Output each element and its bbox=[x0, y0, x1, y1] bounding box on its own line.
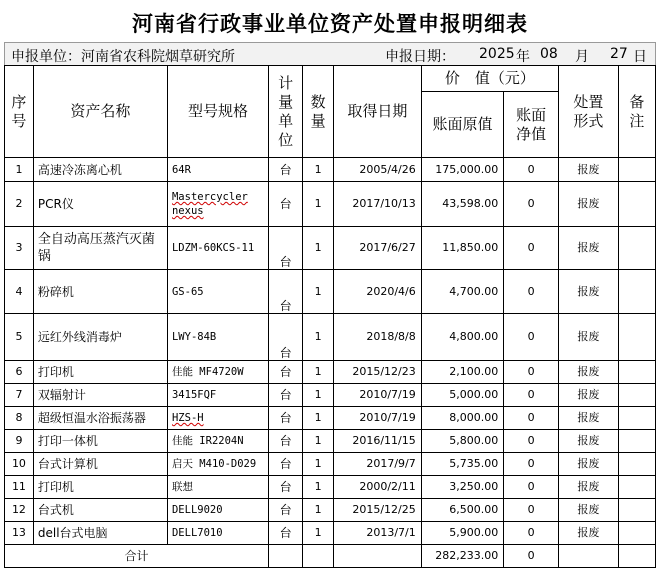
cell-disposal: 报废 bbox=[558, 361, 618, 384]
total-original: 282,233.00 bbox=[421, 545, 504, 568]
cell-qty: 1 bbox=[303, 453, 334, 476]
cell-seq: 8 bbox=[5, 407, 34, 430]
cell-qty: 1 bbox=[303, 476, 334, 499]
table-row bbox=[5, 361, 656, 384]
cell-disposal: 报废 bbox=[558, 158, 618, 182]
report-month: 08 bbox=[540, 46, 558, 62]
cell-model: 3415FQF bbox=[167, 384, 268, 407]
cell-unit: 台 bbox=[269, 361, 303, 384]
page-title: 河南省行政事业单位资产处置申报明细表 bbox=[132, 11, 528, 36]
cell-net: 0 bbox=[504, 499, 559, 522]
table-row bbox=[5, 314, 656, 361]
cell-qty: 1 bbox=[303, 314, 334, 361]
cell-seq: 10 bbox=[5, 453, 34, 476]
table-row bbox=[5, 499, 656, 522]
cell-remark bbox=[618, 384, 655, 407]
cell-original: 4,700.00 bbox=[421, 270, 504, 314]
total-label: 合计 bbox=[5, 545, 269, 568]
header-remark: 备注 bbox=[618, 66, 655, 158]
cell-original: 3,250.00 bbox=[421, 476, 504, 499]
cell-date: 2013/7/1 bbox=[334, 522, 422, 545]
cell-name: 双辐射计 bbox=[33, 384, 167, 407]
cell-seq: 13 bbox=[5, 522, 34, 545]
cell-net: 0 bbox=[504, 182, 559, 227]
total-empty-qty bbox=[303, 545, 334, 568]
asset-rows bbox=[5, 158, 656, 568]
total-net: 0 bbox=[504, 545, 559, 568]
cell-seq: 12 bbox=[5, 499, 34, 522]
cell-model: 佳能 IR2204N bbox=[167, 430, 268, 453]
report-info-bar bbox=[4, 42, 656, 66]
cell-original: 5,800.00 bbox=[421, 430, 504, 453]
cell-remark bbox=[618, 314, 655, 361]
cell-net: 0 bbox=[504, 522, 559, 545]
cell-seq: 2 bbox=[5, 182, 34, 227]
cell-model bbox=[167, 407, 268, 430]
cell-original: 43,598.00 bbox=[421, 182, 504, 227]
cell-net: 0 bbox=[504, 270, 559, 314]
total-empty-remark bbox=[618, 545, 655, 568]
report-month-unit: 月 bbox=[575, 49, 589, 65]
cell-disposal: 报废 bbox=[558, 227, 618, 270]
cell-net: 0 bbox=[504, 227, 559, 270]
cell-original: 8,000.00 bbox=[421, 407, 504, 430]
cell-remark bbox=[618, 158, 655, 182]
cell-seq: 3 bbox=[5, 227, 34, 270]
cell-net: 0 bbox=[504, 430, 559, 453]
cell-disposal: 报废 bbox=[558, 314, 618, 361]
cell-name: 全自动高压蒸汽灭菌锅 bbox=[33, 227, 167, 270]
cell-model bbox=[167, 182, 268, 227]
header-book-net: 账面净值 bbox=[504, 92, 559, 158]
cell-qty: 1 bbox=[303, 361, 334, 384]
cell-remark bbox=[618, 430, 655, 453]
cell-date: 2000/2/11 bbox=[334, 476, 422, 499]
cell-remark bbox=[618, 407, 655, 430]
cell-date: 2010/7/19 bbox=[334, 407, 422, 430]
cell-unit: 台 bbox=[269, 476, 303, 499]
model-text: Mastercycler nexus bbox=[171, 191, 248, 217]
report-year: 2025 bbox=[479, 46, 515, 62]
cell-unit: 台 bbox=[269, 430, 303, 453]
cell-qty: 1 bbox=[303, 430, 334, 453]
cell-seq: 1 bbox=[5, 158, 34, 182]
cell-name: 打印一体机 bbox=[33, 430, 167, 453]
cell-qty: 1 bbox=[303, 182, 334, 227]
cell-date: 2010/7/19 bbox=[334, 384, 422, 407]
cell-name: 粉碎机 bbox=[33, 270, 167, 314]
cell-net: 0 bbox=[504, 158, 559, 182]
cell-net: 0 bbox=[504, 453, 559, 476]
cell-name: 超级恒温水浴振荡器 bbox=[33, 407, 167, 430]
report-day-unit: 日 bbox=[633, 49, 647, 65]
cell-model: DELL7010 bbox=[167, 522, 268, 545]
cell-net: 0 bbox=[504, 476, 559, 499]
cell-remark bbox=[618, 476, 655, 499]
cell-name: 台式计算机 bbox=[33, 453, 167, 476]
table-row bbox=[5, 384, 656, 407]
cell-original: 4,800.00 bbox=[421, 314, 504, 361]
cell-qty: 1 bbox=[303, 499, 334, 522]
cell-unit: 台 bbox=[269, 270, 303, 314]
cell-remark bbox=[618, 270, 655, 314]
cell-unit: 台 bbox=[269, 499, 303, 522]
cell-unit: 台 bbox=[269, 158, 303, 182]
report-unit: 申报单位：河南省农科院烟草研究所 bbox=[11, 49, 235, 65]
cell-remark bbox=[618, 453, 655, 476]
cell-name: PCR仪 bbox=[33, 182, 167, 227]
total-empty-unit bbox=[269, 545, 303, 568]
cell-unit: 台 bbox=[269, 407, 303, 430]
cell-original: 5,735.00 bbox=[421, 453, 504, 476]
cell-original: 5,000.00 bbox=[421, 384, 504, 407]
table-row bbox=[5, 453, 656, 476]
cell-unit: 台 bbox=[269, 182, 303, 227]
cell-unit: 台 bbox=[269, 227, 303, 270]
cell-seq: 11 bbox=[5, 476, 34, 499]
total-empty-disposal bbox=[558, 545, 618, 568]
cell-net: 0 bbox=[504, 407, 559, 430]
report-date-label: 申报日期： bbox=[385, 49, 455, 65]
total-row bbox=[5, 545, 656, 568]
total-empty-date bbox=[334, 545, 422, 568]
cell-model: GS-65 bbox=[167, 270, 268, 314]
model-text: HZS-H bbox=[171, 412, 204, 424]
cell-original: 2,100.00 bbox=[421, 361, 504, 384]
cell-name: 远红外线消毒炉 bbox=[33, 314, 167, 361]
header-seq: 序号 bbox=[5, 66, 34, 158]
cell-disposal: 报废 bbox=[558, 499, 618, 522]
cell-seq: 7 bbox=[5, 384, 34, 407]
cell-seq: 4 bbox=[5, 270, 34, 314]
cell-net: 0 bbox=[504, 314, 559, 361]
cell-disposal: 报废 bbox=[558, 182, 618, 227]
table-row bbox=[5, 182, 656, 227]
cell-disposal: 报废 bbox=[558, 453, 618, 476]
table-row bbox=[5, 227, 656, 270]
cell-net: 0 bbox=[504, 361, 559, 384]
cell-model: LWY-84B bbox=[167, 314, 268, 361]
cell-qty: 1 bbox=[303, 522, 334, 545]
cell-seq: 6 bbox=[5, 361, 34, 384]
cell-model: 启天 M410-D029 bbox=[167, 453, 268, 476]
cell-name: 打印机 bbox=[33, 361, 167, 384]
header-disposal: 处置形式 bbox=[558, 66, 618, 158]
cell-qty: 1 bbox=[303, 158, 334, 182]
cell-remark bbox=[618, 361, 655, 384]
cell-qty: 1 bbox=[303, 384, 334, 407]
cell-qty: 1 bbox=[303, 407, 334, 430]
cell-unit: 台 bbox=[269, 384, 303, 407]
header-model: 型号规格 bbox=[167, 66, 268, 158]
table-row bbox=[5, 430, 656, 453]
header-qty: 数量 bbox=[303, 66, 334, 158]
cell-remark bbox=[618, 522, 655, 545]
cell-date: 2016/11/15 bbox=[334, 430, 422, 453]
header-book-original: 账面原值 bbox=[421, 92, 504, 158]
cell-unit: 台 bbox=[269, 522, 303, 545]
cell-name: 打印机 bbox=[33, 476, 167, 499]
cell-model: DELL9020 bbox=[167, 499, 268, 522]
cell-disposal: 报废 bbox=[558, 476, 618, 499]
cell-seq: 5 bbox=[5, 314, 34, 361]
cell-disposal: 报废 bbox=[558, 270, 618, 314]
cell-date: 2015/12/25 bbox=[334, 499, 422, 522]
header-name: 资产名称 bbox=[33, 66, 167, 158]
cell-remark bbox=[618, 499, 655, 522]
cell-date: 2020/4/6 bbox=[334, 270, 422, 314]
cell-remark bbox=[618, 227, 655, 270]
header-value-group: 价 值（元） bbox=[421, 66, 558, 92]
cell-seq: 9 bbox=[5, 430, 34, 453]
cell-unit: 台 bbox=[269, 453, 303, 476]
cell-date: 2005/4/26 bbox=[334, 158, 422, 182]
cell-original: 6,500.00 bbox=[421, 499, 504, 522]
asset-disposal-table bbox=[4, 65, 656, 568]
cell-date: 2018/8/8 bbox=[334, 314, 422, 361]
cell-qty: 1 bbox=[303, 227, 334, 270]
cell-disposal: 报废 bbox=[558, 407, 618, 430]
cell-date: 2015/12/23 bbox=[334, 361, 422, 384]
table-row bbox=[5, 476, 656, 499]
cell-remark bbox=[618, 182, 655, 227]
cell-original: 11,850.00 bbox=[421, 227, 504, 270]
cell-name: 高速冷冻离心机 bbox=[33, 158, 167, 182]
table-row bbox=[5, 158, 656, 182]
cell-name: 台式机 bbox=[33, 499, 167, 522]
header-unit: 计量单位 bbox=[269, 66, 303, 158]
cell-date: 2017/6/27 bbox=[334, 227, 422, 270]
cell-name: dell台式电脑 bbox=[33, 522, 167, 545]
cell-original: 5,900.00 bbox=[421, 522, 504, 545]
cell-disposal: 报废 bbox=[558, 522, 618, 545]
cell-model: LDZM-60KCS-11 bbox=[167, 227, 268, 270]
cell-original: 175,000.00 bbox=[421, 158, 504, 182]
table-row bbox=[5, 522, 656, 545]
cell-disposal: 报废 bbox=[558, 430, 618, 453]
cell-net: 0 bbox=[504, 384, 559, 407]
cell-disposal: 报废 bbox=[558, 384, 618, 407]
cell-model: 联想 bbox=[167, 476, 268, 499]
cell-model: 佳能 MF4720W bbox=[167, 361, 268, 384]
cell-date: 2017/10/13 bbox=[334, 182, 422, 227]
report-year-unit: 年 bbox=[516, 49, 530, 65]
cell-model: 64R bbox=[167, 158, 268, 182]
report-day: 27 bbox=[610, 46, 628, 62]
table-row bbox=[5, 270, 656, 314]
cell-qty: 1 bbox=[303, 270, 334, 314]
header-date: 取得日期 bbox=[334, 66, 422, 158]
table-row bbox=[5, 407, 656, 430]
cell-date: 2017/9/7 bbox=[334, 453, 422, 476]
cell-unit: 台 bbox=[269, 314, 303, 361]
